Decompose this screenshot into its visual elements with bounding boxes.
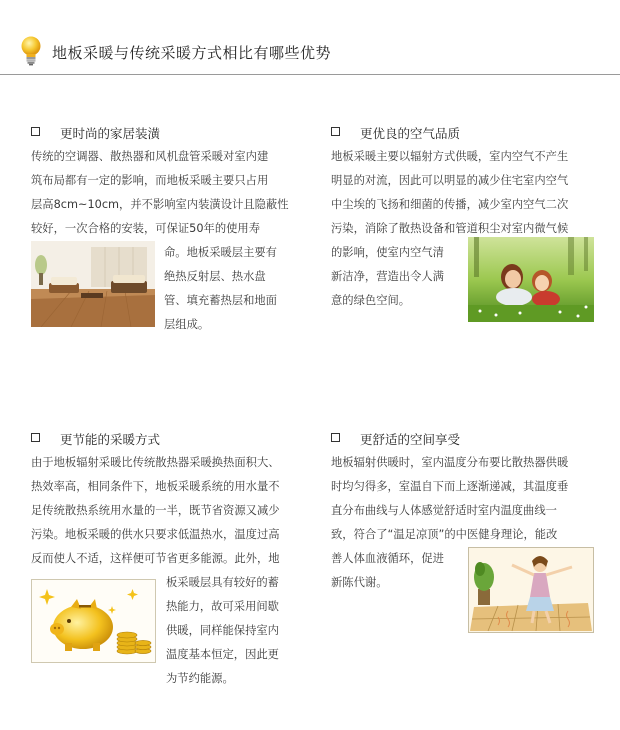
lightbulb-icon	[18, 35, 44, 67]
body-line: 新洁净，营造出令人满	[331, 270, 444, 283]
body-line: 由于地板辐射采暖比传统散热器采暖换热面积大、	[31, 456, 280, 469]
section-title: 更时尚的家居装潢	[60, 126, 161, 141]
body-line: 污染。地板采暖的供水只要求低温热水，温度过高	[31, 528, 280, 541]
body-line: 层组成。	[164, 318, 210, 331]
section-comfort-space	[331, 430, 599, 640]
piggy-bank-coins-illustration	[31, 579, 156, 663]
body-line: 温度基本恒定，因此更	[166, 648, 279, 661]
section-title: 更节能的采暖方式	[60, 432, 161, 447]
body-line: 地板辐射供暖时，室内温度分布要比散热器供暖	[331, 456, 569, 469]
checkbox-bullet-icon	[331, 433, 340, 442]
section-air-quality	[331, 124, 599, 324]
body-line: 中尘埃的飞扬和细菌的传播，减少室内空气二次	[331, 198, 569, 211]
body-line: 管、填充蓄热层和地面	[164, 294, 277, 307]
section-body-wrap	[166, 571, 297, 691]
section-body	[31, 451, 299, 571]
body-line: 致，符合了“温足凉顶”的中医健身理论，能改	[331, 528, 558, 541]
section-heading	[331, 430, 599, 446]
section-heading	[31, 124, 299, 140]
body-line: 时均匀得多，室温自下而上逐渐递减，其温度垂	[331, 480, 569, 493]
section-heading	[331, 124, 599, 140]
body-line: 反而使人不适，这样便可节省更多能源。此外，地	[31, 552, 280, 565]
header-divider	[0, 74, 620, 75]
body-line: 明显的对流，因此可以明显的减少住宅室内空气	[331, 174, 569, 187]
checkbox-bullet-icon	[31, 127, 40, 136]
section-body-wrap	[164, 241, 295, 337]
body-line: 新陈代谢。	[331, 576, 388, 589]
body-line: 意的绿色空间。	[331, 294, 411, 307]
body-line: 传统的空调器、散热器和风机盘管采暖对室内建	[31, 150, 269, 163]
body-line: 板采暖层具有较好的蓄	[166, 576, 279, 589]
section-body-wrap	[331, 241, 463, 313]
living-room-photo	[31, 241, 155, 327]
section-body	[331, 451, 595, 547]
page-title: 地板采暖与传统采暖方式相比有哪些优势	[52, 44, 332, 62]
body-line: 热能力，故可采用间歇	[166, 600, 279, 613]
body-line: 供暖，同样能保持室内	[166, 624, 279, 637]
page-header	[0, 0, 620, 78]
body-line: 层高8cm~10cm，并不影响室内装潢设计且隐蔽性	[31, 198, 289, 211]
checkbox-bullet-icon	[331, 127, 340, 136]
body-line: 直分布曲线与人体感觉舒适时室内温度曲线一	[331, 504, 557, 517]
section-fashion-decor	[31, 124, 299, 356]
mother-child-grass-photo	[468, 237, 594, 322]
section-heading	[31, 430, 299, 446]
body-line: 的影响，使室内空气清	[331, 246, 444, 259]
body-line: 绝热反射层、热水盘	[164, 270, 266, 283]
body-line: 足传统散热系统用水量的一半，既节省资源又减少	[31, 504, 280, 517]
body-line: 较好，一次合格的安装，可保证50年的使用寿	[31, 222, 261, 235]
body-line: 污染，消除了散热设备和管道积尘对室内微气候	[331, 222, 569, 235]
section-title: 更舒适的空间享受	[360, 432, 461, 447]
body-line: 善人体血液循环，促进	[331, 552, 444, 565]
section-body	[31, 145, 295, 241]
body-line: 筑布局都有一定的影响，而地板采暖主要只占用	[31, 174, 269, 187]
section-title: 更优良的空气品质	[360, 126, 461, 141]
section-body	[331, 145, 595, 241]
section-energy-saving	[31, 430, 299, 686]
woman-warm-floor-illustration	[468, 547, 594, 633]
body-line: 热效率高，相同条件下，地板采暖系统的用水量不	[31, 480, 280, 493]
body-line: 为节约能源。	[166, 672, 234, 685]
section-body-wrap	[331, 547, 463, 595]
body-line: 命。地板采暖层主要有	[164, 246, 277, 259]
checkbox-bullet-icon	[31, 433, 40, 442]
body-line: 地板采暖主要以辐射方式供暖，室内空气不产生	[331, 150, 569, 163]
